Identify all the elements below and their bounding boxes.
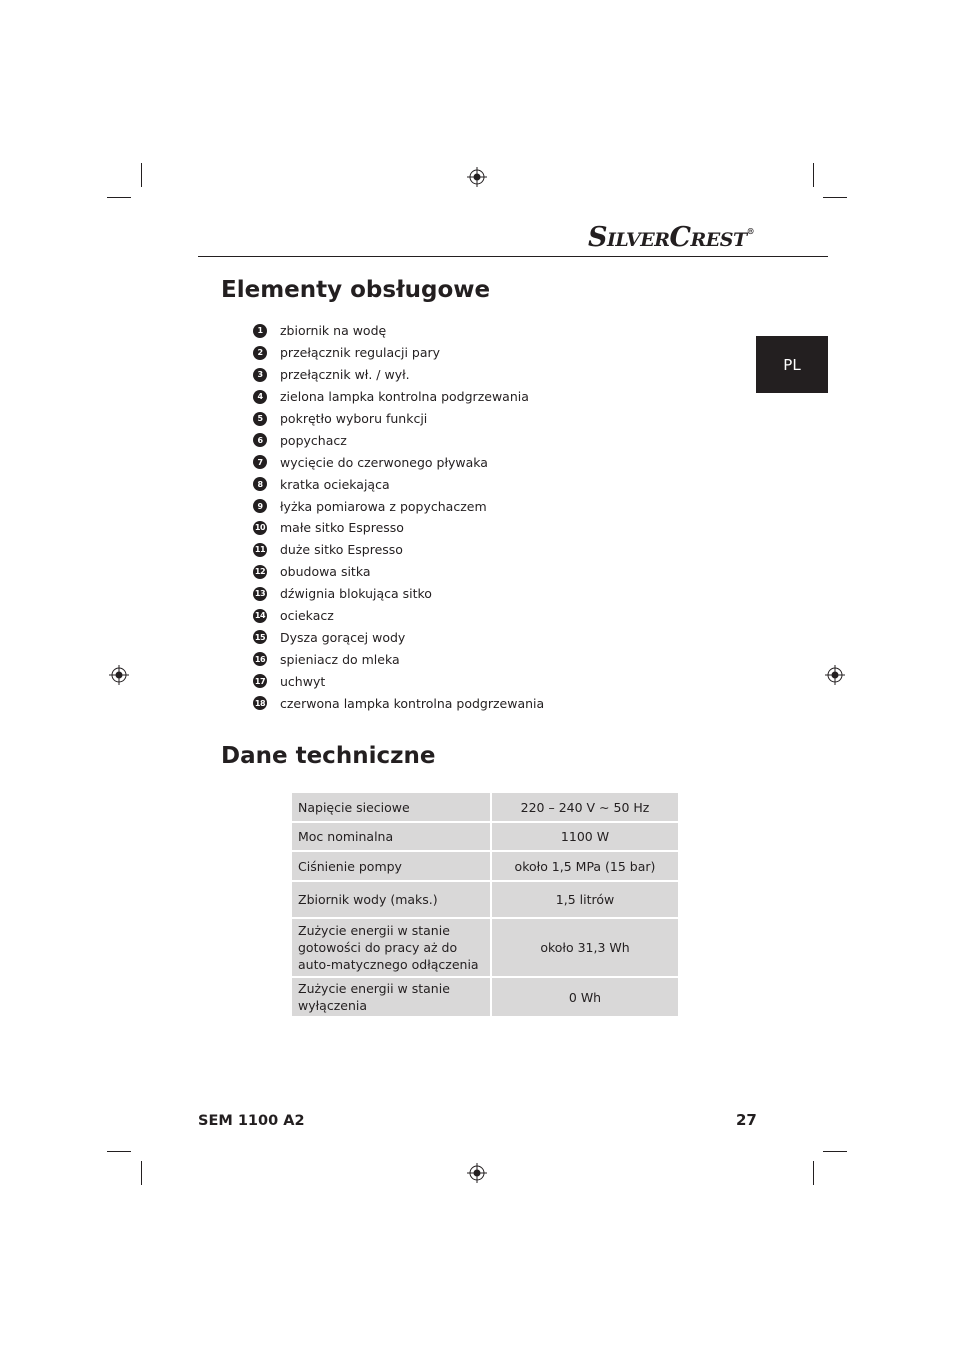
item-label: duże sitko Espresso xyxy=(280,542,403,558)
item-number-badge: 3 xyxy=(253,368,267,382)
crop-mark xyxy=(823,1151,847,1152)
section-title-elements: Elementy obsługowe xyxy=(221,277,491,303)
list-item xyxy=(253,342,703,364)
spec-label: Moc nominalna xyxy=(291,822,491,851)
list-item xyxy=(253,583,703,605)
language-tab: PL xyxy=(756,336,828,393)
item-number-badge: 16 xyxy=(253,652,267,666)
list-item xyxy=(253,561,703,583)
item-label: spieniacz do mleka xyxy=(280,651,400,667)
crop-mark xyxy=(141,163,142,187)
item-label: zbiornik na wodę xyxy=(280,323,387,339)
crop-mark xyxy=(823,197,847,198)
spec-label: Zużycie energii w stanie wyłączenia xyxy=(291,977,491,1017)
item-label: zielona lampka kontrolna podgrzewania xyxy=(280,389,529,405)
list-item xyxy=(253,670,703,692)
item-label: Dysza gorącej wody xyxy=(280,629,406,645)
item-label: małe sitko Espresso xyxy=(280,520,404,536)
list-item xyxy=(253,626,703,648)
item-number-badge: 13 xyxy=(253,587,267,601)
item-number-badge: 15 xyxy=(253,630,267,644)
crop-mark xyxy=(813,1161,814,1185)
item-label: przełącznik regulacji pary xyxy=(280,345,441,361)
registration-mark-icon xyxy=(825,665,845,685)
item-number-badge: 4 xyxy=(253,390,267,404)
list-item xyxy=(253,408,703,430)
item-number-badge: 10 xyxy=(253,521,267,535)
item-number-badge: 2 xyxy=(253,346,267,360)
technical-data-table xyxy=(290,791,680,1018)
list-item xyxy=(253,473,703,495)
item-number-badge: 8 xyxy=(253,477,267,491)
item-label: kratka ociekająca xyxy=(280,476,390,492)
list-item xyxy=(253,605,703,627)
footer-model-number: SEM 1100 A2 xyxy=(198,1113,305,1129)
crop-mark xyxy=(107,1151,131,1152)
spec-value: 220 – 240 V ∼ 50 Hz xyxy=(491,792,679,822)
spec-value: 0 Wh xyxy=(491,977,679,1017)
list-item xyxy=(253,320,703,342)
item-number-badge: 7 xyxy=(253,455,267,469)
spec-label: Zbiornik wody (maks.) xyxy=(291,881,491,918)
item-label: przełącznik wł. / wył. xyxy=(280,367,410,383)
spec-value: 1,5 litrów xyxy=(491,881,679,918)
list-item xyxy=(253,495,703,517)
list-item xyxy=(253,517,703,539)
item-number-badge: 9 xyxy=(253,499,267,513)
crop-mark xyxy=(813,163,814,187)
item-label: łyżka pomiarowa z popychaczem xyxy=(280,498,487,514)
registration-mark-icon xyxy=(467,167,487,187)
table-row xyxy=(291,881,679,918)
item-label: obudowa sitka xyxy=(280,564,371,580)
list-item xyxy=(253,539,703,561)
registration-mark-icon xyxy=(467,1163,487,1183)
item-number-badge: 5 xyxy=(253,412,267,426)
list-item xyxy=(253,386,703,408)
item-number-badge: 11 xyxy=(253,543,267,557)
item-number-badge: 6 xyxy=(253,433,267,447)
spec-value: 1100 W xyxy=(491,822,679,851)
list-item xyxy=(253,429,703,451)
item-label: wycięcie do czerwonego pływaka xyxy=(280,454,488,470)
list-item xyxy=(253,451,703,473)
table-row xyxy=(291,822,679,851)
table-row xyxy=(291,918,679,977)
item-label: ociekacz xyxy=(280,608,334,624)
item-number-badge: 18 xyxy=(253,696,267,710)
item-label: pokrętło wyboru funkcji xyxy=(280,411,428,426)
crop-mark xyxy=(107,197,131,198)
table-row xyxy=(291,851,679,881)
spec-value: około 1,5 MPa (15 bar) xyxy=(491,851,679,881)
list-item xyxy=(253,692,703,714)
list-item xyxy=(253,648,703,670)
spec-label: Zużycie energii w stanie gotowości do pracy aż do auto-matycznego odłączenia xyxy=(291,918,491,977)
crop-mark xyxy=(141,1161,142,1185)
item-number-badge: 1 xyxy=(253,324,267,338)
item-number-badge: 12 xyxy=(253,565,267,579)
item-label: uchwyt xyxy=(280,673,326,689)
parts-list xyxy=(253,320,703,714)
item-number-badge: 14 xyxy=(253,609,267,623)
item-label: dźwignia blokująca sitko xyxy=(280,586,432,602)
item-number-badge: 17 xyxy=(253,674,267,688)
registration-mark-icon xyxy=(109,665,129,685)
page-number: 27 xyxy=(736,1111,757,1129)
spec-label: Ciśnienie pompy xyxy=(291,851,491,881)
spec-label: Napięcie sieciowe xyxy=(291,792,491,822)
item-label: popychacz xyxy=(280,432,347,448)
section-title-technical-data: Dane techniczne xyxy=(221,743,436,769)
table-row xyxy=(291,977,679,1017)
table-row xyxy=(291,792,679,822)
spec-value: około 31,3 Wh xyxy=(491,918,679,977)
item-label: czerwona lampka kontrolna podgrzewania xyxy=(280,695,545,711)
brand-logo: SILVERCREST® xyxy=(588,222,755,253)
list-item xyxy=(253,364,703,386)
header-divider xyxy=(198,256,828,257)
